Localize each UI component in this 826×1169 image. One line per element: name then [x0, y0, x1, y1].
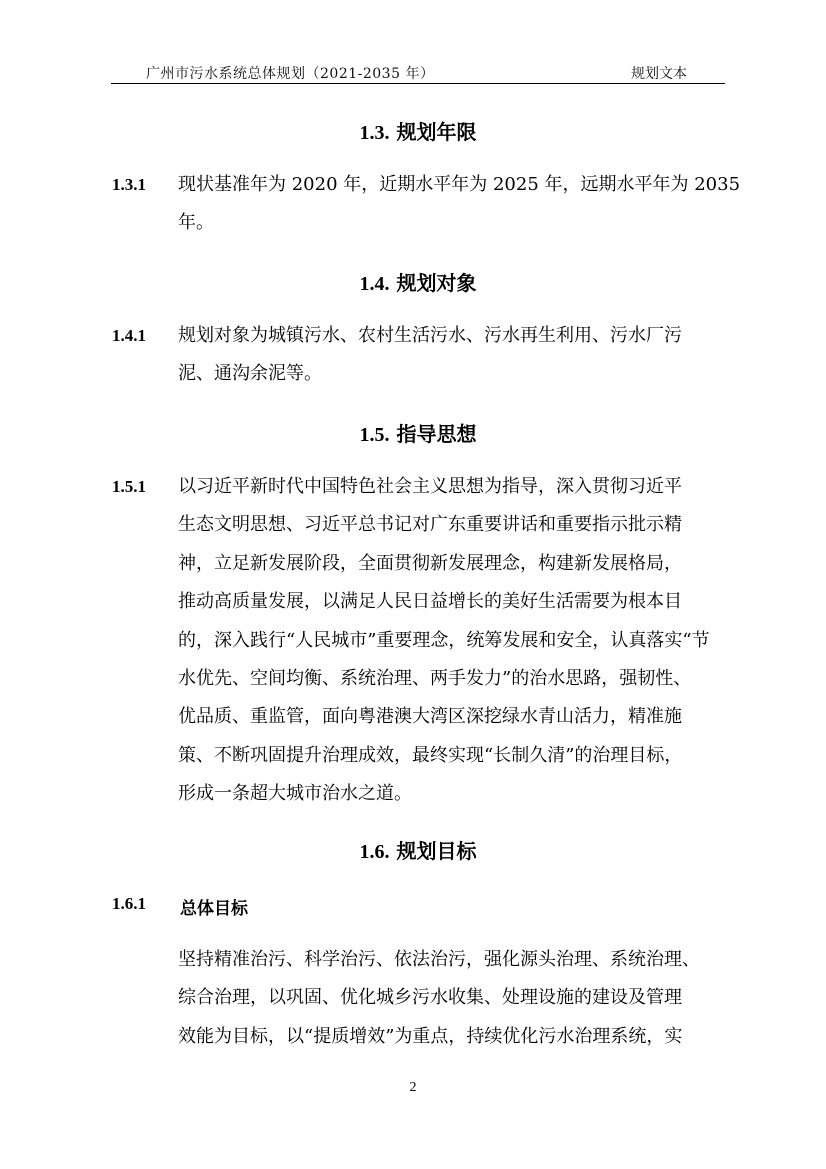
section-number: 1.4. [359, 273, 390, 295]
section-number: 1.5. [359, 424, 390, 446]
clause-number-1-6-1: 1.6.1 [112, 894, 146, 913]
clause-number-1-4-1: 1.4.1 [112, 326, 146, 345]
paragraph-1-5-1 [178, 468, 728, 814]
section-number: 1.3. [359, 122, 390, 144]
paragraph-1-3-1 [178, 166, 741, 243]
section-title: 指导思想 [396, 422, 477, 446]
paragraph-line: 水优先、空间均衡、系统治理、两手发力”的治水思路，强韧性、 [178, 667, 692, 689]
paragraph-line: 效能为目标，以“提质增效”为重点，持续优化污水治理系统，实 [178, 1025, 683, 1047]
section-title: 规划对象 [396, 271, 477, 295]
paragraph-line: 形成一条超大城市治水之道。 [178, 783, 412, 805]
paragraph-line: 策、不断巩固提升治理成效，最终实现“长制久清”的治理目标， [178, 744, 683, 766]
subsection-heading-overall-goals: 总体目标 [180, 899, 248, 919]
header-rule [111, 83, 725, 84]
paragraph-1-6-1 [178, 941, 728, 1056]
paragraph-line: 神，立足新发展阶段，全面贯彻新发展理念，构建新发展格局， [178, 552, 682, 574]
paragraph-line: 泥、通沟余泥等。 [178, 363, 322, 385]
paragraph-line: 优品质、重监管，面向粤港澳大湾区深挖绿水青山活力，精准施 [178, 706, 682, 728]
paragraph-line: 的，深入践行“人民城市”重要理念，统筹发展和安全，认真落实“节 [178, 629, 710, 651]
clause-number-1-5-1: 1.5.1 [112, 477, 146, 496]
paragraph-line: 生态文明思想、习近平总书记对广东重要讲话和重要指示批示精 [178, 514, 682, 536]
clause-number-1-3-1: 1.3.1 [112, 175, 146, 194]
page-number: 2 [409, 1080, 417, 1095]
section-heading-1-3 [111, 116, 725, 145]
paragraph-line: 推动高质量发展，以满足人民日益增长的美好生活需要为根本目 [178, 591, 682, 613]
paragraph-1-4-1 [178, 317, 728, 394]
paragraph-line: 以习近平新时代中国特色社会主义思想为指导，深入贯彻习近平 [178, 476, 682, 497]
paragraph-line: 现状基准年为 2020 年，近期水平年为 2025 年，远期水平年为 2035 [178, 174, 741, 195]
paragraph-line: 综合治理，以巩固、优化城乡污水收集、处理设施的建设及管理 [178, 987, 682, 1009]
section-heading-1-6 [111, 835, 725, 864]
paragraph-line: 年。 [178, 212, 214, 234]
paragraph-line: 坚持精准治污、科学治污、依法治污，强化源头治理、系统治理、 [178, 949, 700, 970]
section-heading-1-4 [111, 267, 725, 296]
running-header-doc-type: 规划文本 [631, 66, 687, 82]
running-header-title: 广州市污水系统总体规划（2021-2035 年） [146, 66, 435, 82]
section-title: 规划年限 [396, 120, 477, 144]
section-number: 1.6. [359, 841, 390, 863]
paragraph-line: 规划对象为城镇污水、农村生活污水、污水再生利用、污水厂污 [178, 325, 682, 346]
section-heading-1-5 [111, 418, 725, 447]
section-title: 规划目标 [396, 839, 477, 863]
